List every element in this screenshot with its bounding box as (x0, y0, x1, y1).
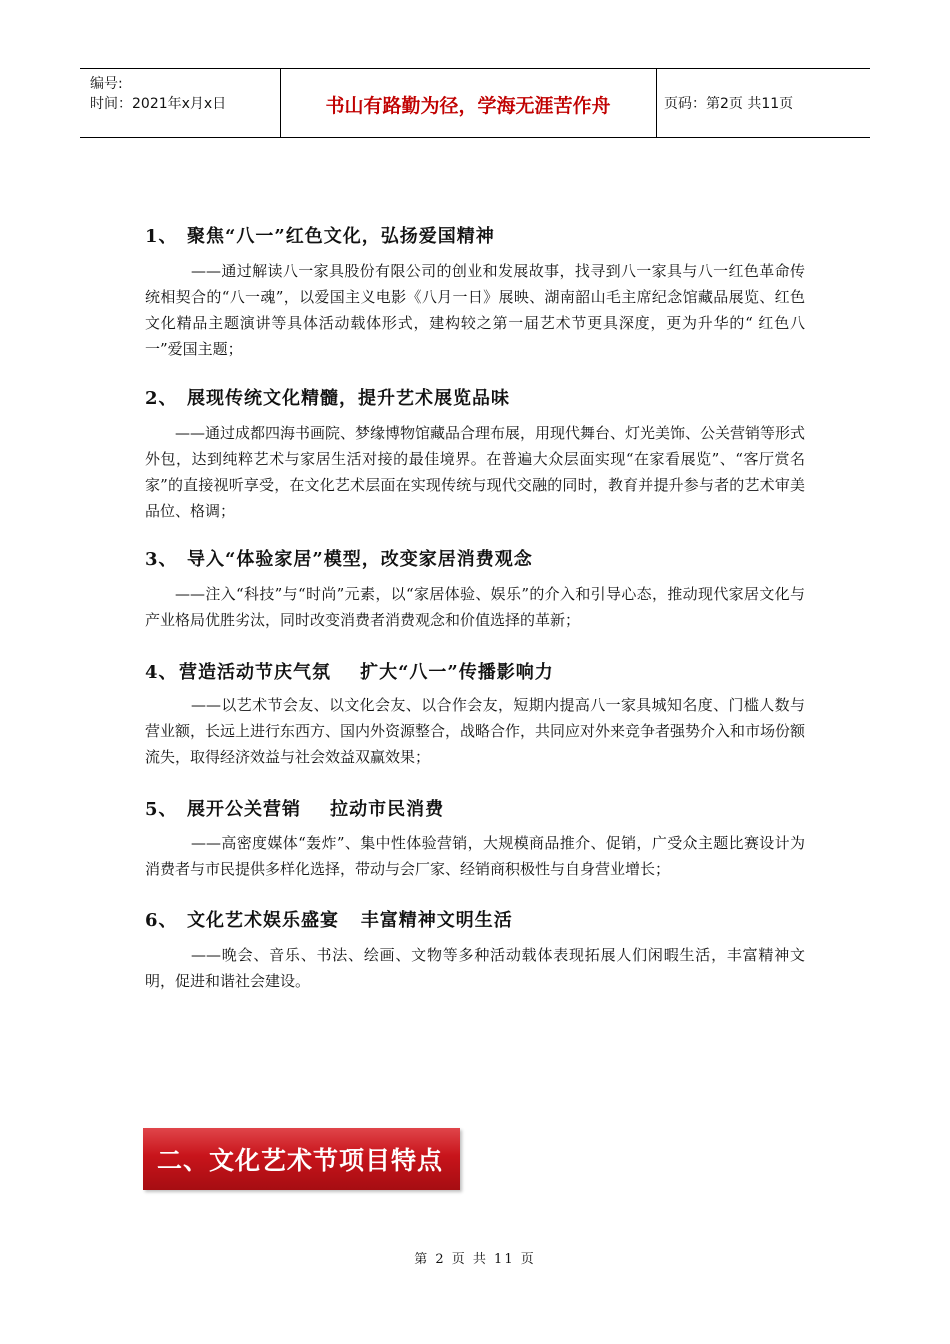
section-text: ——注入“科技”与“时尚”元素，以“家居体验、娱乐”的介入和引导心态，推动现代家居文化与产业格局优胜劣汰，同时改变消费者消费观念和价值选择的革新； (145, 585, 805, 629)
section-title: 展现传统文化精髓，提升艺术展览品味 (187, 388, 510, 409)
section-number: 1、 (145, 226, 178, 247)
section-number: 5、 (145, 799, 178, 820)
section-title: 聚焦“八一”红色文化，弘扬爱国精神 (187, 226, 495, 247)
date-label: 时间：2021年x月x日 (90, 96, 227, 112)
section-title: 展开公关营销 拉动市民消费 (187, 799, 445, 820)
section-heading (145, 795, 444, 821)
header-page-info: 页码：第2页 共11页 (664, 96, 794, 112)
section-heading (145, 545, 533, 571)
chapter-title: 二、文化艺术节项目特点 (157, 1146, 444, 1175)
section-number: 6、 (145, 910, 178, 931)
section-number: 3、 (145, 549, 178, 570)
section-text: ——通过解读八一家具股份有限公司的创业和发展故事，找寻到八一家具与八一红色革命传统相契合的“八一魂”，以爱国主义电影《八月一日》展映、湖南韶山毛主席纪念馆藏品展览、红色文化精品主题演讲等具体活动载体形式，建构较之第一届艺术节更具深度，更为升华的“ 红色八一”爱国主题； (145, 262, 805, 358)
page-footer: 第 2 页 共 11 页 (414, 1252, 536, 1267)
section-text: ——高密度媒体“轰炸”、集中性体验营销，大规模商品推介、促销，广受众主题比赛设计为消费者与市民提供多样化选择，带动与会厂家、经销商积极性与自身营业增长； (145, 834, 805, 878)
code-label: 编号: (90, 76, 123, 92)
chapter-banner (143, 1128, 460, 1190)
section-title: 导入“体验家居”模型，改变家居消费观念 (187, 549, 533, 570)
section-number: 4、 (145, 662, 178, 683)
section-text: ——晚会、音乐、书法、绘画、文物等多种活动载体表现拓展人们闲暇生活，丰富精神文明，促进和谐社会建设。 (145, 946, 805, 990)
header-motto: 书山有路勤为径，学海无涯苦作舟 (325, 95, 611, 117)
header-meta-cell (80, 69, 281, 137)
section-title: 营造活动节庆气氛 扩大“八一”传播影响力 (179, 662, 554, 683)
header-motto-cell (280, 69, 657, 137)
header-page-cell (656, 69, 870, 137)
section-heading (145, 384, 510, 410)
page-header (80, 68, 870, 138)
section-text: ——以艺术节会友、以文化会友、以合作会友，短期内提高八一家具城知名度、门槛人数与营业额，长远上进行东西方、国内外资源整合，战略合作，共同应对外来竞争者强势介入和市场份额流失，取得经济效益与社会效益双赢效果； (145, 696, 806, 766)
section-text: ——通过成都四海书画院、梦缘博物馆藏品合理布展，用现代舞台、灯光美饰、公关营销等形式外包，达到纯粹艺术与家居生活对接的最佳境界。在普遍大众层面实现“在家看展览”、“客厅赏名家”的直接视听享受，在文化艺术层面在实现传统与现代交融的同时，教育并提升参与者的艺术审美品位、格调； (145, 424, 806, 520)
section-heading (145, 658, 554, 684)
section-number: 2、 (145, 388, 178, 409)
section-heading (145, 906, 513, 932)
section-heading (145, 222, 495, 248)
section-title: 文化艺术娱乐盛宴 丰富精神文明生活 (187, 910, 513, 931)
